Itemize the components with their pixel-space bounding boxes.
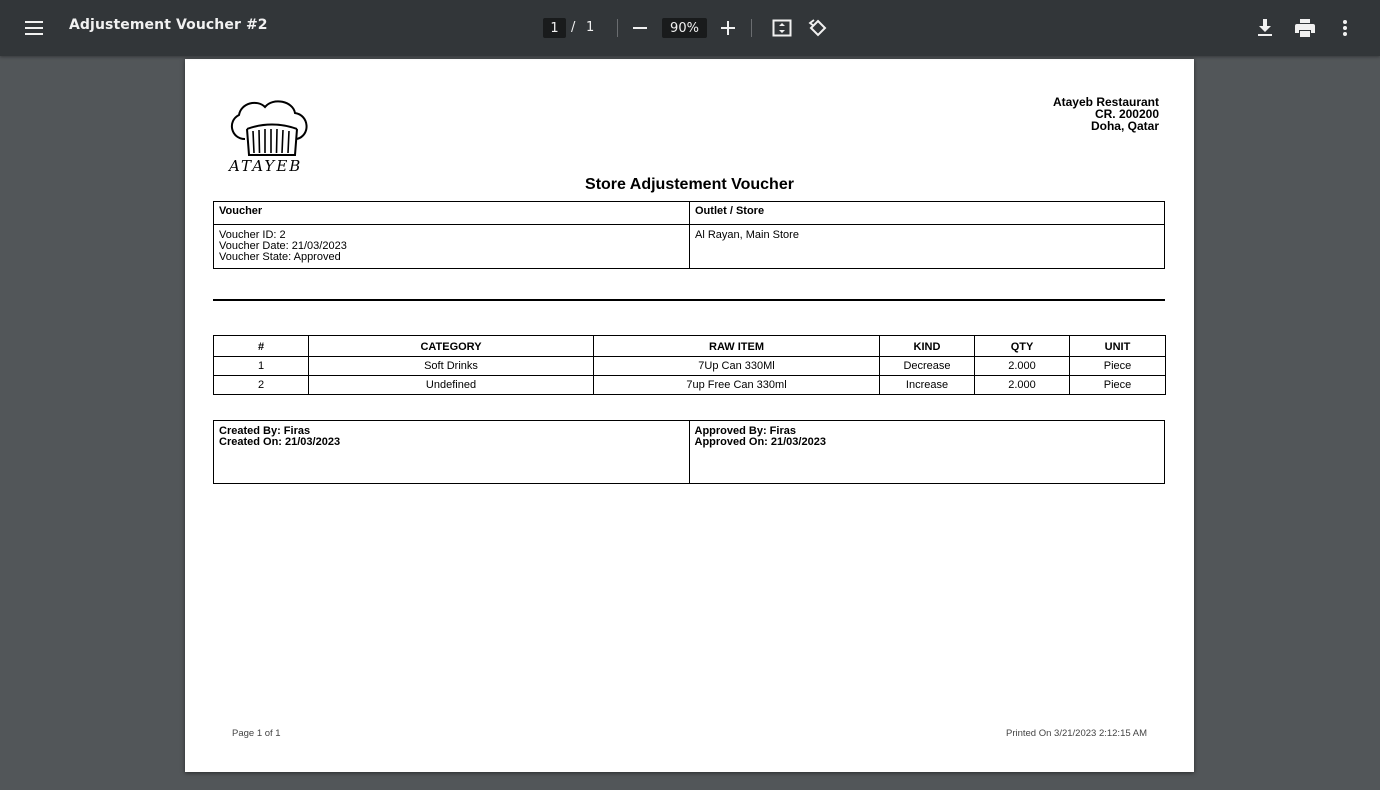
pdf-viewer-toolbar [0,0,1380,56]
print-button[interactable] [1285,8,1325,48]
minus-icon [633,21,647,35]
voucher-info-table [213,201,1165,269]
more-vert-icon [1343,20,1347,36]
cell-unit: Piece [1070,376,1166,395]
cell-kind: Decrease [880,357,975,376]
download-button[interactable] [1245,8,1285,48]
table-row [214,357,1166,376]
page-separator: / [571,20,576,35]
col-unit: UNIT [1070,336,1166,357]
table-row [214,376,1166,395]
created-by: Created By: Firas [219,425,311,437]
voucher-details [214,225,690,269]
print-icon [1295,19,1315,37]
rotate-button[interactable] [798,8,838,48]
approved-block [689,421,1165,484]
col-raw-item: RAW ITEM [594,336,880,357]
cell-number: 2 [214,376,309,395]
fit-to-page-button[interactable] [762,8,802,48]
zoom-out-button[interactable] [620,8,660,48]
created-block [214,421,690,484]
footer-page-count: Page 1 of 1 [232,728,281,739]
company-cr: CR. 200200 [1094,107,1159,121]
table-header-row [214,336,1166,357]
section-divider [213,299,1165,301]
cell-raw-item: 7up Free Can 330ml [594,376,880,395]
pdf-page [185,59,1194,772]
company-address: Doha, Qatar [1090,119,1159,133]
cell-number: 1 [214,357,309,376]
page-number-input[interactable] [543,18,566,38]
signature-table [213,420,1165,484]
approved-on: Approved On: 21/03/2023 [694,436,826,448]
document-title: Adjustement Voucher #2 [69,17,268,33]
cell-unit: Piece [1070,357,1166,376]
toolbar-divider [617,19,618,37]
zoom-input[interactable] [662,18,707,38]
cell-category: Soft Drinks [309,357,594,376]
page-total: 1 [586,20,595,35]
document-heading: Store Adjustement Voucher [585,176,794,193]
col-category: CATEGORY [309,336,594,357]
outlet-value: Al Rayan, Main Store [690,225,1165,269]
outlet-header: Outlet / Store [690,202,1165,225]
voucher-id: Voucher ID: 2 [219,229,286,241]
col-kind: KIND [880,336,975,357]
voucher-state: Voucher State: Approved [219,251,341,263]
cell-qty: 2.000 [975,357,1070,376]
download-icon [1257,19,1273,37]
voucher-header: Voucher [214,202,690,225]
toolbar-divider [751,19,752,37]
created-on: Created On: 21/03/2023 [219,436,341,448]
rotate-icon [808,18,828,38]
items-table [213,335,1166,395]
cell-category: Undefined [309,376,594,395]
voucher-date: Voucher Date: 21/03/2023 [219,240,347,252]
fit-to-page-icon [772,19,792,37]
col-qty: QTY [975,336,1070,357]
footer-printed-on: Printed On 3/21/2023 2:12:15 AM [1005,728,1147,739]
more-options-button[interactable] [1325,8,1365,48]
cell-kind: Increase [880,376,975,395]
menu-button[interactable] [14,8,54,48]
plus-icon [721,21,735,35]
menu-icon [24,20,44,36]
approved-by: Approved By: Firas [694,425,796,437]
col-number: # [214,336,309,357]
company-name: Atayeb Restaurant [1052,95,1159,109]
logo-text: ATAYEB [229,157,303,175]
cell-raw-item: 7Up Can 330Ml [594,357,880,376]
cell-qty: 2.000 [975,376,1070,395]
zoom-in-button[interactable] [708,8,748,48]
company-block [1053,96,1159,132]
